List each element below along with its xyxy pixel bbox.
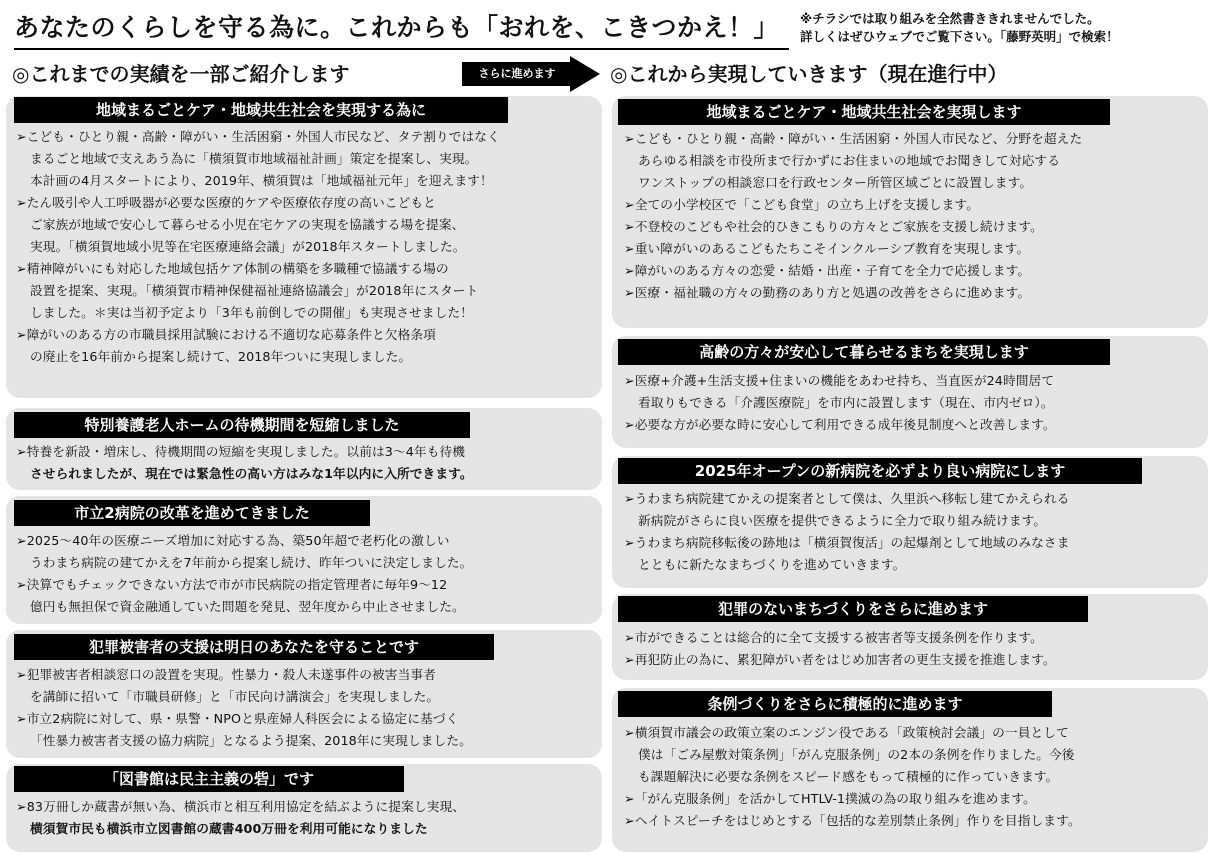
list-item: 僕は「ごみ屋敷対策条例」「がん克服条例」の2本の条例を作りました。今後 (638, 747, 1075, 762)
section-body (16, 664, 602, 752)
list-item: ➢うわまち病院移転後の跡地は「横須賀復活」の起爆剤として地域のみなさま (624, 535, 1070, 550)
list-item: しました。＊実は当初予定より「3年も前倒しでの開催」も実現させました！ (30, 305, 473, 320)
section-title: 高齢の方々が安心して暮らせるまちを実現します (618, 339, 1110, 365)
list-item: ➢「がん克服条例」を活かしてHTLV-1撲滅の為の取り組みを進めます。 (624, 791, 1036, 806)
list-item: ➢市立2病院に対して、県・県警・NPOと県産婦人科医会による協定に基づく (16, 711, 459, 726)
list-item: うわまち病院の建てかえを7年前から提案し続け、昨年ついに決定しました。 (30, 555, 473, 570)
section-body (624, 627, 1208, 671)
list-item: 「性暴力被害者支援の協力病院」となるよう提案、2018年に実現しました。 (30, 733, 472, 748)
list-item: ➢必要な方が必要な時に安心して利用できる成年後見制度へと改善します。 (624, 417, 1056, 432)
list-item: ➢犯罪被害者相談窓口の設置を実現。性暴力・殺人未遂事件の被害当事者 (16, 667, 436, 682)
section-title: 市立2病院の改革を進めてきました (14, 500, 370, 526)
list-item: 新病院がさらに良い医療を提供できるように全力で取り組み続けます。 (638, 513, 1047, 528)
note-line: ※チラシでは取り組みを全然書ききれませんでした。 (800, 11, 1100, 26)
list-item: ➢横須賀市議会の政策立案のエンジン役である「政策検討会議」の一員として (624, 725, 1069, 740)
list-item: ➢市ができることは総合的に全て支援する被害者等支援条例を作ります。 (624, 630, 1043, 645)
list-item: 億円も無担保で資金融通していた問題を発見、翌年度から中止させました。 (30, 599, 465, 614)
list-item: 設置を提案、実現。「横須賀市精神保健福祉連絡協議会」が2018年にスタート (30, 283, 479, 298)
section-body (16, 441, 606, 485)
arrow-right-icon (462, 56, 602, 92)
list-item: ➢ヘイトスピーチをはじめとする「包括的な差別禁止条例」作りを目指します。 (624, 813, 1081, 828)
list-item: の廃止を16年前から提案し続けて、2018年ついに実現しました。 (30, 349, 412, 364)
list-item: ➢たん吸引や人工呼吸器が必要な医療的ケアや医療依存度の高いこどもと (16, 195, 436, 210)
list-item: まるごと地域で支えあう為に「横須賀市地域福祉計画」策定を提案し、実現。 (30, 151, 478, 166)
list-item: 実現。「横須賀地域小児等在宅医療連絡会議」が2018年スタートしました。 (30, 239, 466, 254)
section-title: 地域まるごとケア・地域共生社会を実現する為に (14, 97, 508, 123)
list-item: ➢83万冊しか蔵書が無い為、横浜市と相互利用協定を結ぶように提案し実現、 (16, 799, 466, 814)
note-line: 詳しくはぜひウェブでご覧下さい。「藤野英明」で検索！ (800, 29, 1119, 44)
section-title: 犯罪のないまちづくりをさらに進めます (618, 596, 1088, 622)
list-item: ➢医療・福祉職の方々の勤務のあり方と処遇の改善をさらに進めます。 (624, 285, 1031, 300)
list-item: ➢特養を新設・増床し、待機期間の短縮を実現しました。以前は3～4年も待機 (16, 444, 466, 459)
section-body (624, 370, 1208, 436)
list-item: ➢重い障がいのあるこどもたちこそインクルーシブ教育を実現します。 (624, 241, 1030, 256)
web-search-note (800, 10, 1210, 46)
list-item: ➢不登校のこどもや社会的ひきこもりの方々とご家族を支援し続けます。 (624, 219, 1043, 234)
list-item: ➢障がいのある方の市職員採用試験における不適切な応募条件と欠格条項 (16, 327, 436, 342)
list-item: とともに新たなまちづくりを進めていきます。 (638, 557, 906, 572)
list-item: ➢こども・ひとり親・高齢・障がい・生活困窮・外国人市民など、タテ割りではなく (16, 129, 500, 144)
list-item: を講師に招いて「市職員研修」と「市民向け講演会」を実現しました。 (30, 689, 440, 704)
list-item: ➢障がいのある方々の恋愛・結婚・出産・子育てを全力で応援します。 (624, 263, 1031, 278)
left-column-heading: ◎これまでの実績を一部ご紹介します (12, 62, 350, 86)
list-item: ワンストップの相談窓口を行政センター所管区域ごとに設置します。 (638, 175, 1033, 190)
list-item: も課題解決に必要な条例をスピード感をもって積極的に作っていきます。 (638, 769, 1059, 784)
list-item: ➢2025～40年の医療ニーズ増加に対応する為、築50年超で老朽化の激しい (16, 533, 450, 548)
section-title: 2025年オープンの新病院を必ずより良い病院にします (618, 458, 1142, 484)
section-title: 条例づくりをさらに積極的に進めます (618, 691, 1052, 717)
right-column-heading: ◎これから実現していきます（現在進行中） (610, 62, 1008, 86)
section-body (16, 796, 602, 840)
list-item: ➢全ての小学校区で「こども食堂」の立ち上げを支援します。 (624, 197, 979, 212)
section-title: 地域まるごとケア・地域共生社会を実現します (618, 99, 1110, 125)
section-title: 特別養護老人ホームの待機期間を短縮しました (14, 412, 470, 438)
page-headline: あなたのくらしを守る為に。これからも「おれを、こきつかえ！」 (14, 8, 789, 50)
list-item: ご家族が地域で安心して暮らせる小児在宅ケアの実現を協議する場を提案、 (30, 217, 465, 232)
list-item: させられましたが、現在では緊急性の高い方はみな1年以内に入所できます。 (30, 466, 473, 481)
list-item: ➢うわまち病院建てかえの提案者として僕は、久里浜へ移転し建てかえられる (624, 491, 1070, 506)
list-item: 本計画の4月スタートにより、2019年、横須賀は「地域福祉元年」を迎えます！ (30, 173, 493, 188)
section-body (624, 488, 1208, 576)
list-item: あらゆる相談を市役所まで行かずにお住まいの地域でお聞きして対応する (638, 153, 1060, 168)
section-body (624, 128, 1208, 304)
section-body (624, 722, 1208, 832)
list-item: ➢精神障がいにも対応した地域包括ケア体制の構築を多職種で協議する場の (16, 261, 449, 276)
list-item: ➢こども・ひとり親・高齢・障がい・生活困窮・外国人市民など、分野を超えた (624, 131, 1083, 146)
section-title: 犯罪被害者の支援は明日のあなたを守ることです (14, 634, 494, 660)
section-body (16, 530, 602, 618)
section-title: 「図書館は民主主義の砦」です (14, 766, 404, 792)
list-item: ➢医療+介護+生活支援+住まいの機能をあわせ持ち、当直医が24時間居て (624, 373, 1055, 388)
section-body (16, 126, 602, 368)
arrow-label: さらに進めます (462, 62, 572, 86)
list-item: 横須賀市民も横浜市立図書館の蔵書400万冊を利用可能になりました (30, 821, 428, 836)
list-item: ➢再犯防止の為に、累犯障がい者をはじめ加害者の更生支援を推進します。 (624, 652, 1056, 667)
list-item: ➢決算でもチェックできない方法で市が市民病院の指定管理者に毎年9～12 (16, 577, 448, 592)
list-item: 看取りもできる「介護医療院」を市内に設置します（現在、市内ゼロ）。 (638, 395, 1054, 410)
